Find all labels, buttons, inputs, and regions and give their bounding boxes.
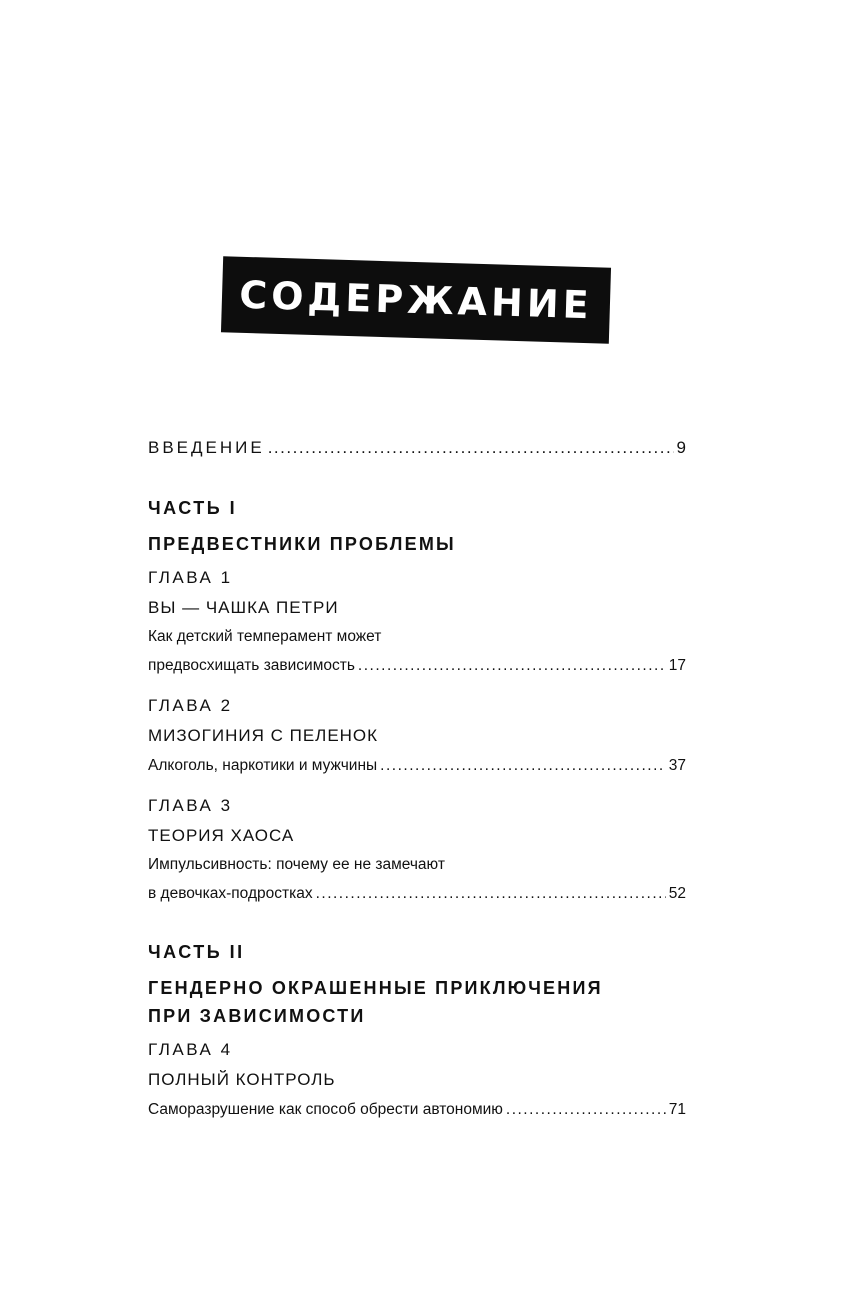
chapter-description-line: Импульсивность: почему ее не замечают <box>148 856 445 873</box>
chapter-label: ГЛАВА 1 <box>148 568 233 587</box>
page-number: 52 <box>668 885 686 902</box>
page-number: 17 <box>668 657 686 674</box>
chapter-description-last-line <box>148 651 686 680</box>
table-of-contents <box>148 434 686 1124</box>
chapter-description-line: Как детский темперамент может <box>148 628 382 645</box>
part-title-line-2: ПРИ ЗАВИСИМОСТИ <box>148 1006 366 1026</box>
page-number: 71 <box>668 1101 686 1118</box>
part-title: ПРЕДВЕСТНИКИ ПРОБЛЕМЫ <box>148 534 456 554</box>
dot-leader <box>268 434 674 462</box>
chapter-description-last-line <box>148 879 686 908</box>
chapter-entry[interactable] <box>148 792 686 908</box>
chapter-title: ТЕОРИЯ ХАОСА <box>148 826 295 845</box>
part-section <box>148 938 686 1124</box>
chapter-label: ГЛАВА 4 <box>148 1040 233 1059</box>
chapter-description-last-line <box>148 1095 686 1124</box>
dot-leader <box>506 1095 666 1124</box>
toc-entry-intro[interactable] <box>148 434 686 462</box>
dot-leader <box>358 651 666 680</box>
chapter-entry[interactable] <box>148 692 686 780</box>
part-label: ЧАСТЬ II <box>148 942 245 962</box>
page-number: 37 <box>668 757 686 774</box>
chapter-description-text: предвосхищать зависимость <box>148 657 355 674</box>
chapter-entry[interactable] <box>148 564 686 680</box>
chapter-title: ПОЛНЫЙ КОНТРОЛЬ <box>148 1070 336 1089</box>
page-number: 9 <box>676 438 686 457</box>
chapter-description-text: в девочках-подростках <box>148 885 313 902</box>
chapter-entry[interactable] <box>148 1036 686 1124</box>
part-title: ГЕНДЕРНО ОКРАШЕННЫЕ ПРИКЛЮЧЕНИЯ <box>148 978 603 998</box>
chapter-description-text: Алкоголь, наркотики и мужчины <box>148 757 378 774</box>
heading-banner <box>221 256 611 343</box>
chapter-description-text: Саморазрушение как способ обрести автономию <box>148 1101 503 1118</box>
chapter-title: ВЫ — ЧАШКА ПЕТРИ <box>148 598 339 617</box>
chapter-title: МИЗОГИНИЯ С ПЕЛЕНОК <box>148 726 379 745</box>
chapter-label: ГЛАВА 3 <box>148 796 233 815</box>
chapter-description-last-line <box>148 751 686 780</box>
part-label: ЧАСТЬ I <box>148 498 238 518</box>
dot-leader <box>380 751 666 780</box>
chapter-label: ГЛАВА 2 <box>148 696 233 715</box>
page-title: СОДЕРЖАНИЕ <box>238 272 594 328</box>
dot-leader <box>316 879 666 908</box>
part-section <box>148 494 686 908</box>
intro-label: ВВЕДЕНИЕ <box>148 438 265 457</box>
